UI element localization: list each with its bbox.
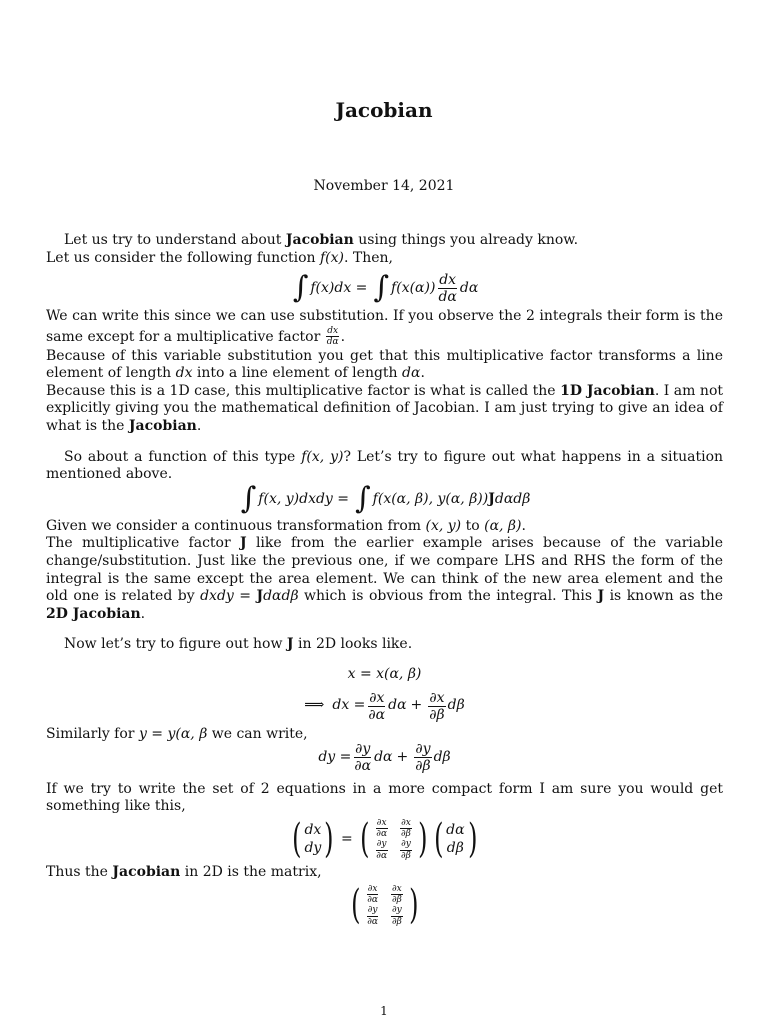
- paragraph-jacobian-matrix: Thus the Jacobian in 2D is the matrix,: [46, 864, 322, 881]
- paragraph-substitution: We can write this since we can use substitution. If you observe the 2 integrals their form is the same except for a multiplicative factor $\frac{dx}{d\alpha}$ .: [46, 308, 723, 348]
- paragraph-1d-jacobian: Because this is a 1D case, this multiplicative factor is what is called the 1D Jacobian. I am not explicitly giving you the mathematical definition of Jacobian. I am just trying to give an idea of what is the Jacobian.: [46, 382, 723, 435]
- equation-x-definition: x = x(α, β): [347, 665, 422, 682]
- paper-title: Jacobian: [335, 98, 433, 122]
- equation-2d-substitution: ∫ f(x, y)dxdy = ∫ f(x(α, β), y(α, β)) J dαdβ: [240, 480, 531, 516]
- equation-1d-substitution: ∫ f(x)dx = ∫ f(x(α)) $\frac{dx}{d\alpha}$ dα: [292, 269, 479, 306]
- equation-jacobian-matrix: ( $\frac{\partial x}{\partial\alpha}$ $\frac{\partial x}{\partial\beta}$ $\frac{\partial y}{\partial\alpha}$ $\frac{\partial y}{\partial\beta}$ ): [350, 882, 419, 929]
- paragraph-transformation: Given we consider a continuous transformation from (x, y) to (α, β).: [46, 517, 526, 534]
- paragraph-2d-jacobian: The multiplicative factor J like from the earlier example arises because of the variable change/substitution. Just like the previous one, if we compare LHS and RHS the form of the integral is the same except the area element. We can think of the new area element and the old one is related by dxdy = Jdαdβ which is obvious from the integral. This J is known as the 2D Jacobian.: [46, 535, 723, 622]
- paper-date: November 14, 2021: [313, 178, 455, 194]
- equation-matrix-form: ( dx dy ) = ( $\frac{\partial x}{\partial\alpha}$ $\frac{\partial x}{\partial\beta}$ $\frac{\partial y}{\partial\alpha}$ $\frac{\partial y}{\partial\beta}$ ) ( dα dβ ): [291, 816, 478, 863]
- paragraph-2d-function: So about a function of this type f(x, y)? Let’s try to figure out what happens in a situation mentioned above.: [46, 448, 724, 483]
- paragraph-compact-form: If we try to write the set of 2 equations in a more compact form I am sure you would get something like this,: [46, 780, 723, 815]
- equation-dy-differential: dy = $\frac{\partial y}{\partial\alpha}$ dα + $\frac{\partial y}{\partial\beta}$ dβ: [318, 741, 451, 775]
- page-number: 1: [380, 1004, 388, 1018]
- paper-body: [46, 232, 723, 930]
- paragraph-function: Let us consider the following function f(x). Then,: [46, 249, 393, 266]
- paragraph-intro: Let us try to understand about Jacobian using things you already know.: [64, 232, 579, 248]
- paragraph-2d-form: Now let’s try to figure out how J in 2D looks like.: [64, 636, 413, 653]
- paragraph-similarly: Similarly for y = y(α, β we can write,: [46, 725, 308, 742]
- paragraph-line-element: Because of this variable substitution you get that this multiplicative factor transforms a line element of length dx into a line element of length dα.: [46, 347, 723, 382]
- equation-dx-differential: ⟹ dx = $\frac{\partial x}{\partial\alpha}$ dα + $\frac{\partial x}{\partial\beta}$ dβ: [304, 689, 465, 723]
